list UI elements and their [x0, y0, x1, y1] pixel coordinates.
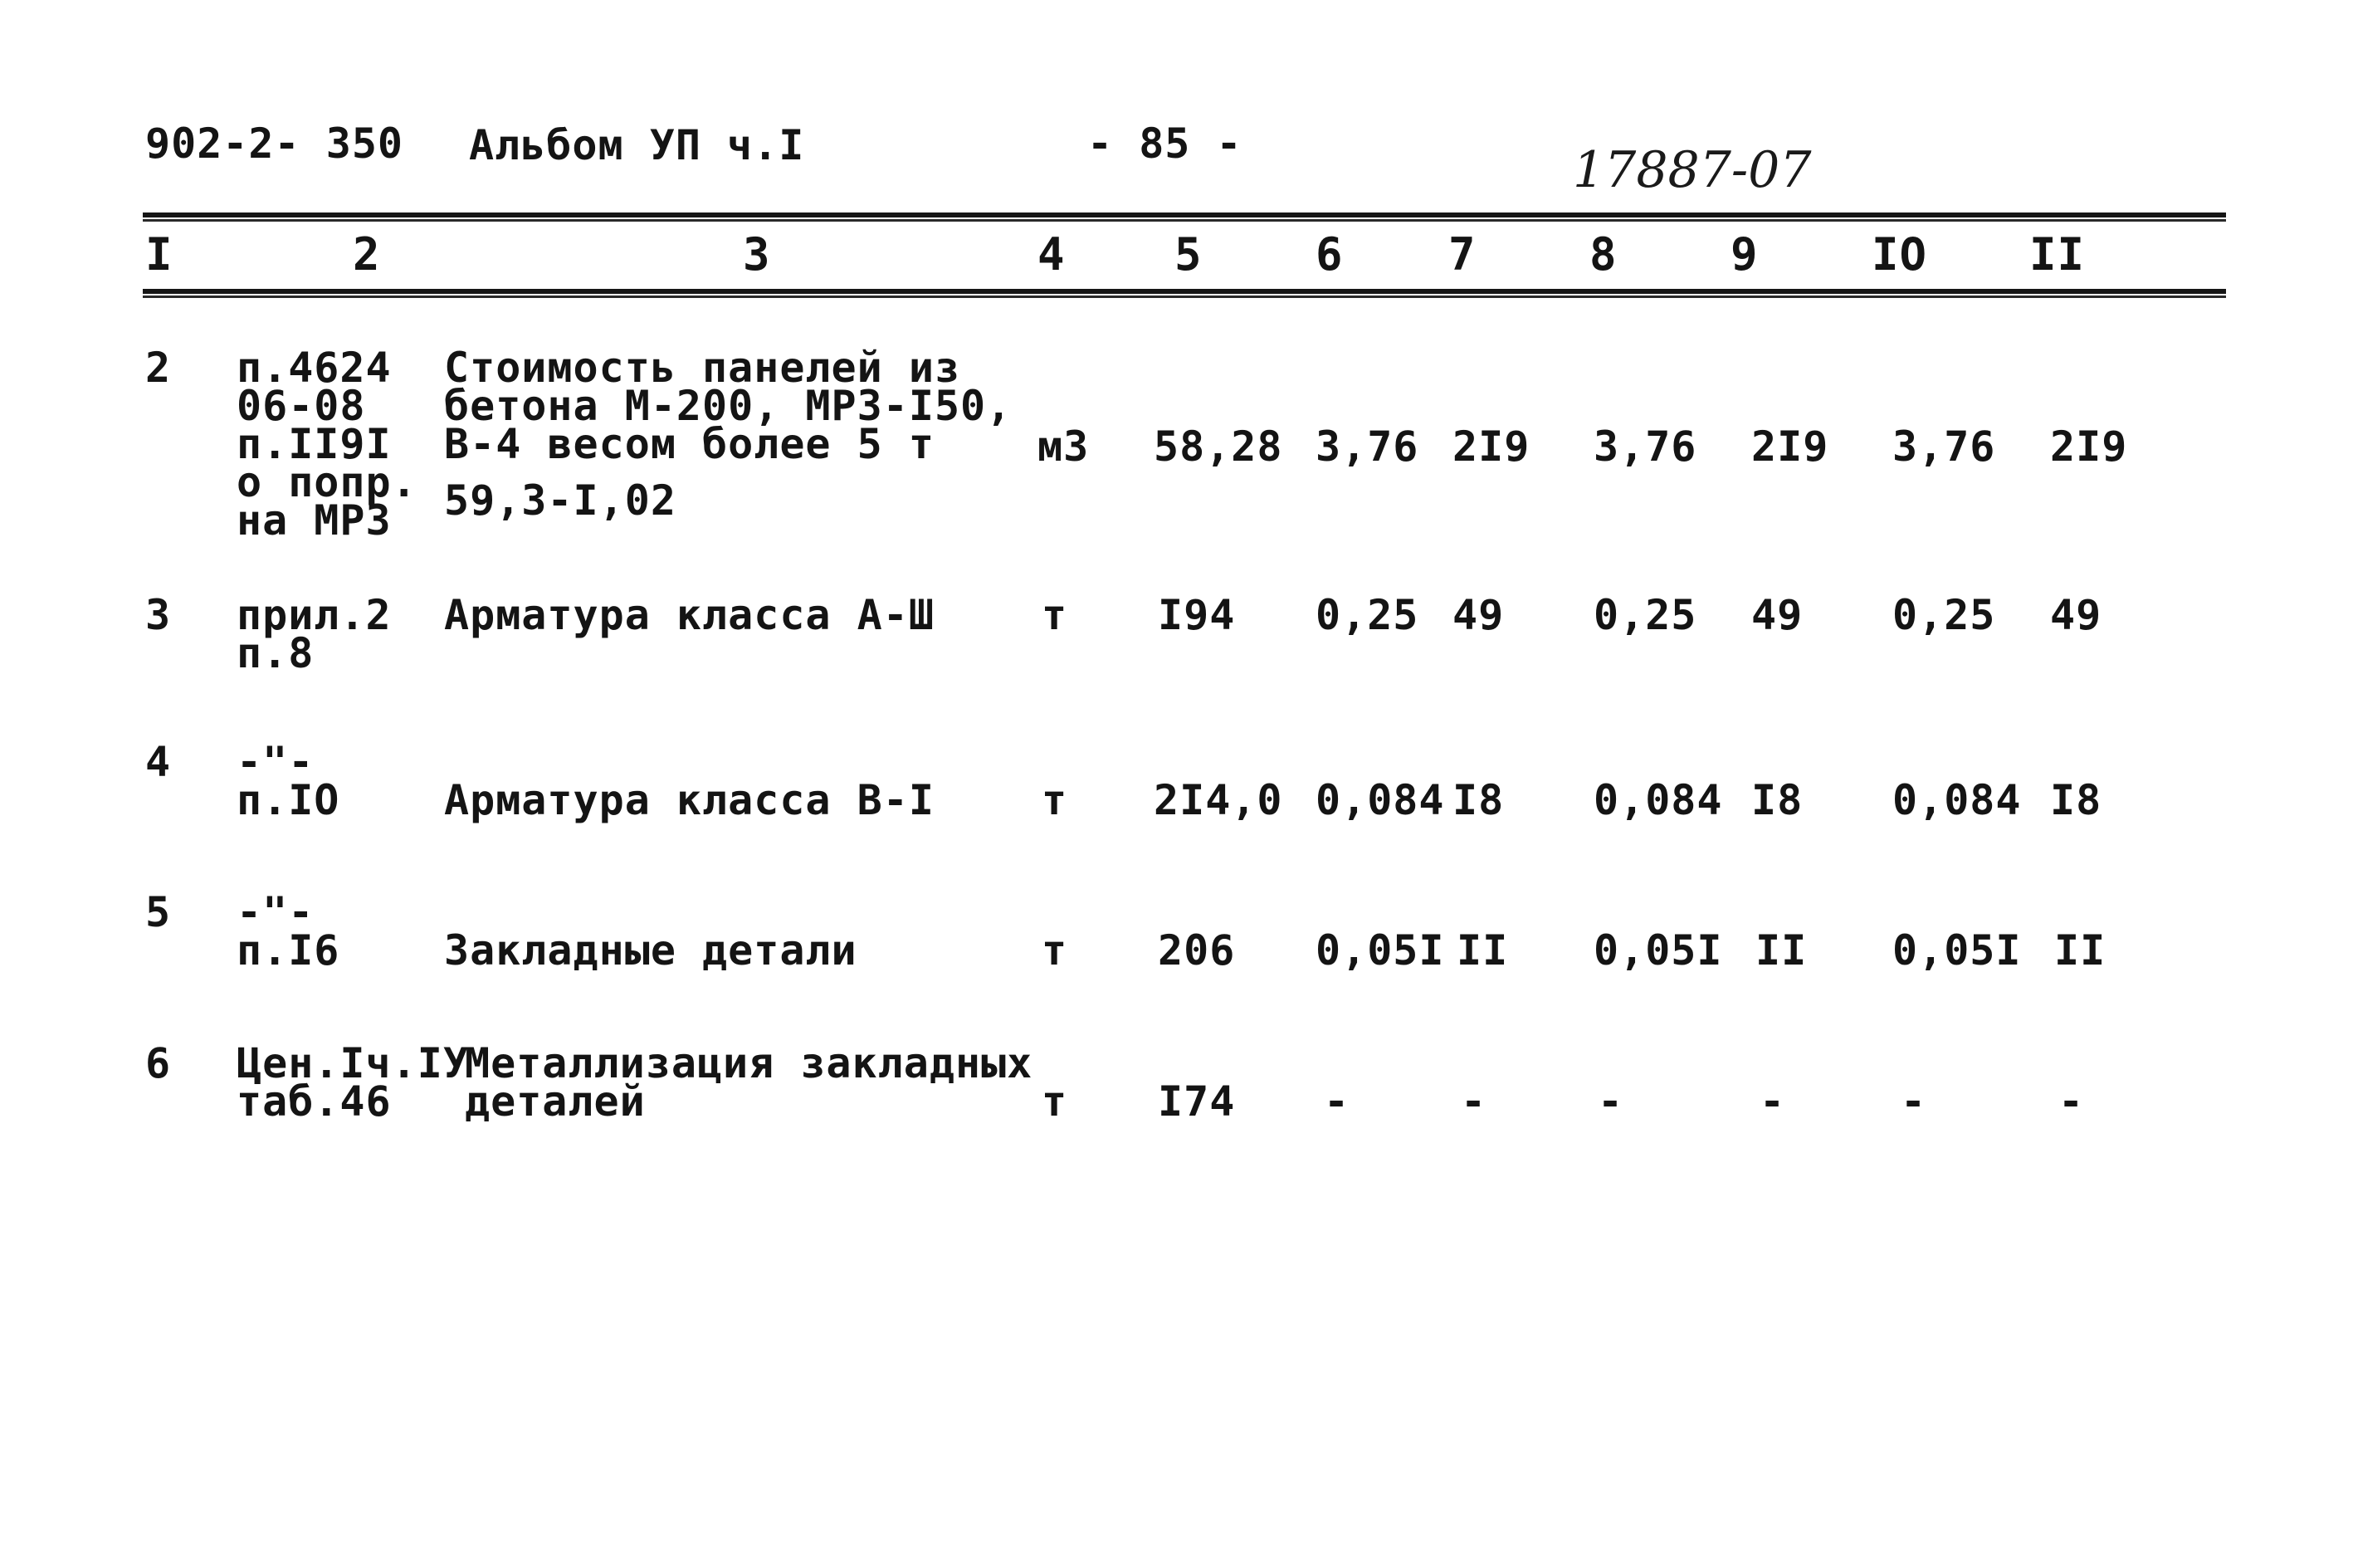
- row-col11: 49: [2050, 591, 2102, 639]
- row-col11: -: [2058, 1077, 2085, 1126]
- column-header-8: 8: [1589, 228, 1618, 281]
- row-description: Арматура класса А-Ш: [444, 591, 935, 639]
- column-header-7: 7: [1448, 228, 1477, 281]
- row-col11: 2I9: [2050, 423, 2128, 471]
- row-number: 5: [145, 888, 172, 936]
- column-header-3: 3: [743, 228, 771, 281]
- row-col9: -: [1760, 1077, 1786, 1126]
- row-col7: -: [1461, 1077, 1487, 1126]
- header-top-rule: [143, 212, 2226, 217]
- row-unit: м3: [1037, 423, 1090, 471]
- column-header-5: 5: [1174, 228, 1203, 281]
- row-description: Металлизация закладных деталей: [465, 1039, 1033, 1126]
- row-col6: 0,05I: [1316, 926, 1445, 975]
- row-col9: I8: [1751, 776, 1804, 824]
- row-price: 58,28: [1154, 423, 1283, 471]
- row-col6: 0,25: [1316, 591, 1419, 639]
- row-col6: -: [1324, 1077, 1350, 1126]
- album-title: Альбом УП ч.I: [469, 121, 805, 169]
- row-reference: прил.2 п.8: [237, 591, 392, 677]
- row-description: Закладные детали: [444, 926, 857, 975]
- row-col8: 0,084: [1594, 776, 1723, 824]
- row-reference: Цен.Iч.IУ таб.46: [237, 1039, 469, 1126]
- row-price: 206: [1158, 926, 1236, 975]
- row-col8: 0,05I: [1594, 926, 1723, 975]
- row-price: 2I4,0: [1154, 776, 1283, 824]
- row-col7: 2I9: [1452, 423, 1530, 471]
- row-col10: 0,25: [1892, 591, 1996, 639]
- header-bottom-rule: [143, 289, 2226, 294]
- row-col6: 0,084: [1316, 776, 1445, 824]
- row-col6: 3,76: [1316, 423, 1419, 471]
- row-col10: 3,76: [1892, 423, 1996, 471]
- row-col8: 0,25: [1594, 591, 1697, 639]
- row-col7: I8: [1452, 776, 1505, 824]
- page-number: - 85 -: [1087, 120, 1242, 168]
- row-reference: п.4624 06-08 п.II9I о попр. на МРЗ: [237, 344, 417, 545]
- inventory-number: 17887-07: [1573, 141, 1812, 199]
- row-col10: 0,084: [1892, 776, 2022, 824]
- row-col9: 2I9: [1751, 423, 1829, 471]
- row-price: I74: [1158, 1077, 1236, 1126]
- column-header-2: 2: [353, 228, 381, 281]
- column-header-1: I: [145, 228, 173, 281]
- row-number: 2: [145, 344, 172, 392]
- row-col8: -: [1598, 1077, 1624, 1126]
- row-col7: 49: [1452, 591, 1505, 639]
- row-number: 3: [145, 591, 172, 639]
- row-unit: т: [1042, 591, 1068, 639]
- header-top-rule-thin: [143, 219, 2226, 222]
- row-col8: 3,76: [1594, 423, 1697, 471]
- series-code: 902-2- 350: [145, 120, 404, 168]
- column-header-6: 6: [1316, 228, 1344, 281]
- row-price: I94: [1158, 591, 1236, 639]
- row-number: 4: [145, 738, 172, 786]
- row-col9: II: [1755, 926, 1808, 975]
- row-reference: -"- п.I6: [237, 888, 340, 975]
- row-reference: -"- п.IO: [237, 738, 340, 824]
- row-unit: т: [1042, 1077, 1068, 1126]
- row-description: Арматура класса В-I: [444, 776, 935, 824]
- header-bottom-rule-thin: [143, 296, 2226, 298]
- row-col9: 49: [1751, 591, 1804, 639]
- row-col7: II: [1457, 926, 1509, 975]
- column-header-4: 4: [1037, 228, 1066, 281]
- column-header-10: IO: [1872, 228, 1928, 281]
- row-col11: II: [2054, 926, 2106, 975]
- row-number: 6: [145, 1039, 172, 1087]
- column-header-9: 9: [1731, 228, 1759, 281]
- row-unit: т: [1042, 776, 1068, 824]
- row-description: Стоимость панелей из бетона М-200, МРЗ-I50, В-4 весом более 5 т: [444, 344, 1013, 468]
- row-description-note: 59,3-I,02: [444, 476, 676, 525]
- row-col10: 0,05I: [1892, 926, 2022, 975]
- column-header-11: II: [2029, 228, 2086, 281]
- row-col10: -: [1901, 1077, 1927, 1126]
- row-col11: I8: [2050, 776, 2102, 824]
- row-unit: т: [1042, 926, 1068, 975]
